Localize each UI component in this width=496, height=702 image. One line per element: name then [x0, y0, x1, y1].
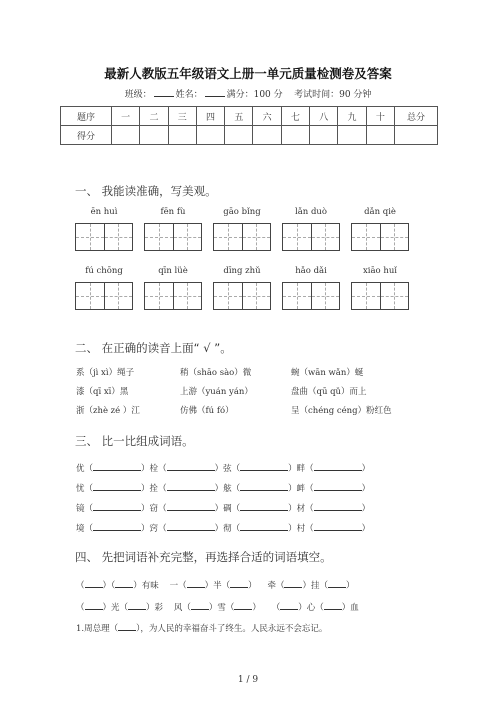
compare-row: 优（ ）栓（ ）弦（ ）畔（ ）	[76, 461, 370, 474]
fill-text: ）挂（	[302, 581, 328, 591]
writing-grid[interactable]	[282, 282, 340, 310]
answer-blank[interactable]	[85, 578, 103, 588]
pinyin-text: dīng zhǔ	[223, 266, 261, 276]
fill-text: ）	[252, 603, 261, 613]
writing-grid[interactable]	[144, 223, 202, 251]
compare-char: 舷	[223, 484, 232, 494]
score-table-header: 三	[168, 107, 196, 126]
compare-char: 窃	[149, 504, 159, 514]
fill-text: ）半（	[204, 581, 231, 591]
pinyin-text: xiāo huǐ	[362, 266, 398, 276]
pronunciation-item: 蜿（wān wǎn）蜒	[291, 368, 364, 378]
answer-blank[interactable]	[93, 481, 141, 491]
exam-info-line	[0, 87, 496, 100]
answer-blank[interactable]	[93, 521, 141, 531]
compare-row: 镜（ ）窃（ ）碉（ ）材（ ）	[76, 501, 370, 514]
pinyin-item	[212, 266, 272, 310]
compare-char: 境	[76, 524, 85, 534]
section-4-heading: 四、 先把词语补充完整，再选择合适的词语填空。	[75, 550, 332, 564]
fill-text: 风（	[173, 603, 191, 613]
pronunciation-item: 系（jì xì）绳子	[76, 368, 135, 378]
writing-grid[interactable]	[213, 282, 271, 310]
pinyin-text: dǎn qiè	[364, 207, 396, 217]
answer-blank[interactable]	[167, 461, 215, 471]
fill-text: ）心（	[298, 603, 324, 613]
writing-grid[interactable]	[351, 282, 409, 310]
fill-text: ）有味	[133, 581, 159, 591]
fill-text: ）雪（	[208, 603, 235, 613]
answer-blank[interactable]	[167, 481, 215, 491]
answer-blank[interactable]	[118, 621, 136, 631]
score-table-header: 八	[310, 107, 338, 126]
score-cell[interactable]	[112, 126, 140, 145]
compare-char: 窍	[149, 524, 159, 534]
pinyin-text: hǎo dǎi	[295, 266, 327, 276]
page-number: 1 / 9	[237, 675, 259, 685]
answer-blank[interactable]	[240, 461, 288, 471]
fill-text: 牵（	[267, 581, 285, 591]
answer-blank[interactable]	[314, 501, 362, 511]
compare-char: 材	[296, 504, 306, 514]
answer-blank[interactable]	[167, 521, 215, 531]
answer-blank[interactable]	[280, 600, 298, 610]
answer-blank[interactable]	[324, 600, 342, 610]
compare-char: 栓	[149, 464, 159, 474]
pronunciation-item: 仿佛（fú fó）	[180, 406, 234, 416]
answer-blank[interactable]	[314, 481, 362, 491]
score-table-header: 七	[281, 107, 309, 126]
pinyin-item	[281, 207, 341, 251]
pinyin-text: lǎn duò	[295, 207, 327, 217]
pinyin-item	[74, 266, 134, 310]
fill-text: （	[76, 603, 85, 613]
full-score-label: 满分：100 分	[226, 90, 283, 100]
section-2-heading: 二、 在正确的读音上面“ √ ”。	[75, 341, 232, 355]
writing-grid[interactable]	[75, 223, 133, 251]
exam-time-label: 考试时间：90 分钟	[294, 90, 372, 100]
score-table-header: 总分	[395, 107, 438, 126]
fill-text: ）（	[102, 581, 116, 591]
pinyin-text: fú chōng	[85, 266, 123, 276]
compare-char: 衅	[296, 484, 306, 494]
fill-line-2	[76, 600, 359, 613]
fill-text: ）光（	[102, 603, 129, 613]
score-table-header-row	[61, 107, 438, 126]
answer-blank[interactable]	[230, 578, 248, 588]
pinyin-item	[143, 266, 203, 310]
score-cell[interactable]	[196, 126, 224, 145]
writing-grid[interactable]	[144, 282, 202, 310]
score-cell[interactable]	[310, 126, 338, 145]
compare-char: 畔	[296, 464, 306, 474]
writing-grid[interactable]	[213, 223, 271, 251]
compare-char: 村	[296, 524, 306, 534]
writing-grid[interactable]	[75, 282, 133, 310]
writing-grid[interactable]	[351, 223, 409, 251]
fill-text: 一（	[169, 581, 187, 591]
fill-text: （	[271, 603, 281, 613]
answer-blank[interactable]	[240, 481, 288, 491]
pinyin-text: ēn huì	[90, 207, 118, 217]
answer-blank[interactable]	[328, 578, 346, 588]
answer-blank[interactable]	[284, 578, 302, 588]
score-table-header: 二	[140, 107, 168, 126]
fill-text: ）	[346, 581, 355, 591]
answer-blank[interactable]	[85, 600, 103, 610]
section-1-heading: 一、 我能读准确，写美观。	[75, 184, 217, 198]
answer-blank[interactable]	[93, 501, 141, 511]
compare-char: 忧	[76, 484, 85, 494]
score-row-label: 得分	[61, 126, 112, 145]
answer-blank[interactable]	[191, 600, 209, 610]
answer-blank[interactable]	[115, 578, 133, 588]
score-cell[interactable]	[140, 126, 168, 145]
compare-char: 镜	[76, 504, 85, 514]
compare-char: 弦	[223, 464, 232, 474]
pinyin-item	[350, 207, 410, 251]
writing-grid[interactable]	[282, 223, 340, 251]
score-table-score-row	[61, 126, 438, 145]
pinyin-text: gāo bǐng	[223, 207, 261, 217]
compare-row: 境（ ）窍（ ）彻（ ）村（ ）	[76, 521, 370, 534]
pronunciation-item: 漆（qī xī）黑	[76, 387, 129, 397]
compare-char: 碉	[223, 504, 232, 514]
class-label: 班级：	[124, 90, 152, 100]
pronunciation-item: 呈（chéng céng）粉红色	[291, 406, 392, 416]
pinyin-item	[74, 207, 134, 251]
pronunciation-item: 盘曲（qū qǔ）而上	[291, 387, 367, 397]
score-cell[interactable]	[366, 126, 394, 145]
answer-blank[interactable]	[240, 521, 288, 531]
answer-blank[interactable]	[167, 501, 215, 511]
question-1	[76, 621, 327, 634]
fill-line-1	[76, 578, 355, 591]
score-table-header: 四	[196, 107, 224, 126]
fill-text: ）血	[341, 603, 359, 613]
score-cell[interactable]	[225, 126, 253, 145]
pinyin-text: qīn lüè	[158, 266, 188, 276]
document-title: 最新人教版五年级语文上册一单元质量检测卷及答案	[104, 66, 392, 81]
score-table	[60, 106, 438, 145]
fill-text: ）彩	[146, 603, 164, 613]
score-cell[interactable]	[168, 126, 196, 145]
score-cell[interactable]	[395, 126, 438, 145]
pinyin-text: fēn fù	[160, 207, 186, 217]
answer-blank[interactable]	[234, 600, 252, 610]
score-table-header: 十	[366, 107, 394, 126]
section-3-heading: 三、 比一比组成词语。	[75, 434, 194, 448]
fill-text: ）	[248, 581, 257, 591]
answer-blank[interactable]	[128, 600, 146, 610]
score-table-header: 题序	[61, 107, 112, 126]
answer-blank[interactable]	[314, 521, 362, 531]
pinyin-item	[212, 207, 272, 251]
pronunciation-item: 浙（zhè zé ）江	[76, 406, 140, 416]
pronunciation-item: 稍（shāo sào）微	[180, 368, 252, 378]
question-1-text: 1.周总理（	[76, 624, 119, 634]
pinyin-item	[143, 207, 203, 251]
compare-char: 优	[76, 464, 85, 474]
score-cell[interactable]	[281, 126, 309, 145]
score-cell[interactable]	[253, 126, 281, 145]
score-table-header: 六	[253, 107, 281, 126]
fill-text: （	[76, 581, 85, 591]
answer-blank[interactable]	[93, 461, 141, 471]
question-1-text: ），为人民的幸福奋斗了终生。人民永远不会忘记。	[136, 624, 328, 634]
answer-blank[interactable]	[314, 461, 362, 471]
score-table-header: 五	[225, 107, 253, 126]
name-label: 姓名：	[175, 90, 203, 100]
class-blank	[154, 88, 174, 97]
pinyin-item	[350, 266, 410, 310]
compare-char: 拴	[149, 484, 159, 494]
pronunciation-item: 上游（yuán yán）	[180, 387, 253, 397]
compare-char: 彻	[223, 524, 232, 534]
name-blank	[205, 88, 225, 97]
compare-row: 忧（ ）拴（ ）舷（ ）衅（ ）	[76, 481, 370, 494]
score-cell[interactable]	[338, 126, 366, 145]
answer-blank[interactable]	[187, 578, 205, 588]
answer-blank[interactable]	[240, 501, 288, 511]
pinyin-item	[281, 266, 341, 310]
score-table-header: 九	[338, 107, 366, 126]
score-table-header: 一	[112, 107, 140, 126]
